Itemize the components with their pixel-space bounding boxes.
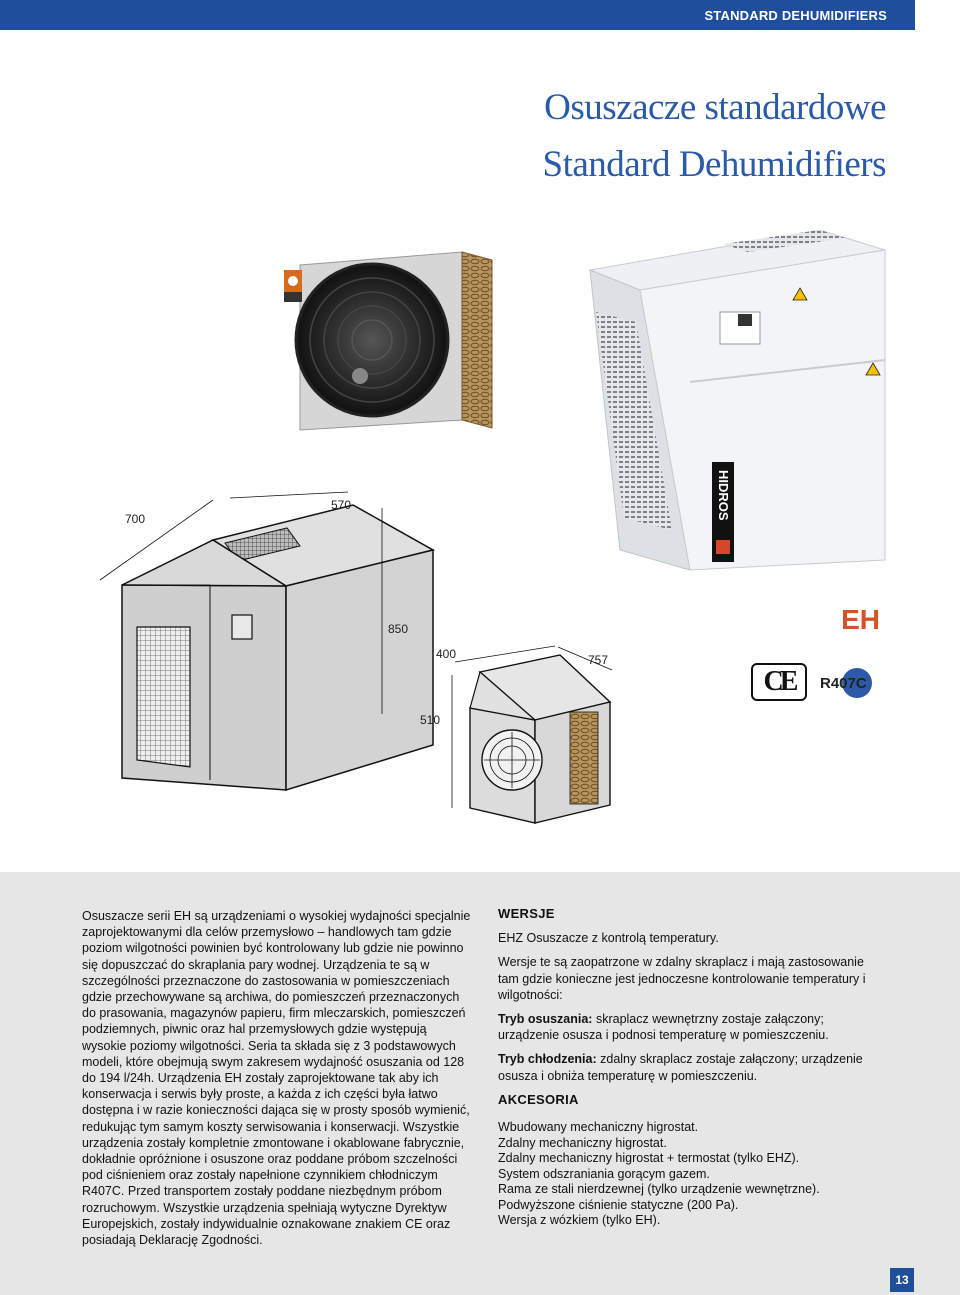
versions-ehz: EHZ Osuszacze z kontrolą temperatury. xyxy=(498,931,719,946)
dim-unit-width: 700 xyxy=(125,512,146,526)
accessories-section xyxy=(498,1092,888,1229)
accessory-item: Zdalny mechaniczny higrostat. xyxy=(498,1135,667,1150)
mode-cooling-label: Tryb chłodzenia: xyxy=(498,1052,597,1067)
accessories-heading: AKCESORIA xyxy=(498,1091,579,1107)
accessory-item: Wbudowany mechaniczny higrostat. xyxy=(498,1120,699,1135)
mode-cooling-text: zdalny skraplacz zostaje załączony; urządzenie osusza i obniża temperaturę w pomieszczeniu. xyxy=(498,1052,863,1083)
ce-mark-logo: CE xyxy=(751,663,807,701)
dim-condenser-width: 757 xyxy=(588,653,609,667)
accessory-item: Zdalny mechaniczny higrostat + termostat (tylko EHZ). xyxy=(498,1151,800,1166)
dim-condenser-depth: 400 xyxy=(436,647,457,661)
page-number: 13 xyxy=(890,1268,914,1292)
page-title-polish: Osuszacze standardowe xyxy=(544,87,886,128)
page-title-english: Standard Dehumidifiers xyxy=(542,144,886,185)
accessory-item: Rama ze stali nierdzewnej (tylko urządzenie wewnętrzne). xyxy=(498,1182,820,1197)
outdoor-condenser-drawing xyxy=(452,646,612,823)
accessory-item: Podwyższone ciśnienie statyczne (200 Pa). xyxy=(498,1197,739,1212)
header-band xyxy=(0,0,915,30)
refrigerant-badge xyxy=(820,668,867,698)
refrigerant-label: R407C xyxy=(820,674,867,692)
description-paragraph: Osuszacze serii EH są urządzeniami o wysokiej wydajności specjalnie zaprojektowanymi dla celów przemysłowo – handlowych tam gdzie poziom wilgotności powinien być kontrolowany lub gdzie nie powinno się dopuszczać do skraplania pary wodnej. Urządzenia te są w szczególności przeznaczone do zastosowania w pomieszczeniach gdzie przechowywane są archiwa, do pomieszczeń przeznaczonych do prasowania, magazynów papieru, firm mleczarskich, pomieszczeń podziemnych, piwnic oraz hal przemysłowych gdzie występują wysokie poziomy wilgotności. Seria ta składa się z 3 podstawowych modeli, które obejmują swym zakresem wydajność osuszania od 128 do 194 l/24h. Urządzenia EH zostały zaprojektowane tak aby ich konserwacja i serwis były proste, a każda z ich części była łatwo dostępna i w razie konieczności dająca się w prosty sposób wymienić, redukując tym samym koszty serwisowania i konserwacji. Wszystkie urządzenia zostały kompletnie zmontowane i okablowane fabrycznie, dokładnie opróżnione i osuszone oraz poddane próbom szczelności pod ciśnieniem oraz zostały napełnione czynnikiem chłodniczym R407C. Przed transportem zostały poddane niezbędnym próbom rozruchowym. Wszystkie urządzenia spełniają wytyczne Dyrektyw Europejskich, zostały indywidualnie oznakowane znakiem CE oraz posiadają Deklarację Zgodności. xyxy=(82,909,471,1248)
dim-unit-depth: 570 xyxy=(331,498,352,512)
mode-cooling xyxy=(498,1051,888,1083)
mode-dehumidification xyxy=(498,1011,888,1043)
versions-heading: WERSJE xyxy=(498,906,555,921)
accessory-item: Wersja z wózkiem (tylko EH). xyxy=(498,1213,661,1228)
accessory-item: System odszraniania gorącym gazem. xyxy=(498,1166,710,1181)
dehumidifier-photo xyxy=(590,230,885,570)
accessories-list xyxy=(498,1120,888,1229)
mode-dehumidification-label: Tryb osuszania: xyxy=(498,1012,593,1027)
section-label: STANDARD DEHUMIDIFIERS xyxy=(704,8,887,23)
mode-dehumidification-text: skraplacz wewnętrzny zostaje załączony; urządzenie osusza i podnosi temperaturę w pomieszczeniu. xyxy=(498,1012,829,1043)
description-column xyxy=(82,908,474,1248)
versions-column xyxy=(498,906,888,1229)
model-code: EH xyxy=(841,604,880,635)
brand-text: HIDROS xyxy=(716,470,731,521)
dim-condenser-height: 510 xyxy=(420,713,441,727)
product-illustrations xyxy=(0,230,960,870)
remote-condenser-photo xyxy=(284,252,492,430)
indoor-unit-drawing xyxy=(100,492,433,790)
dim-unit-height: 850 xyxy=(388,622,409,636)
versions-intro: Wersje te są zaopatrzone w zdalny skraplacz i mają zastosowanie tam gdzie konieczne jest jednoczesne kontrolowanie temperatury i wilgotności: xyxy=(498,955,866,1002)
